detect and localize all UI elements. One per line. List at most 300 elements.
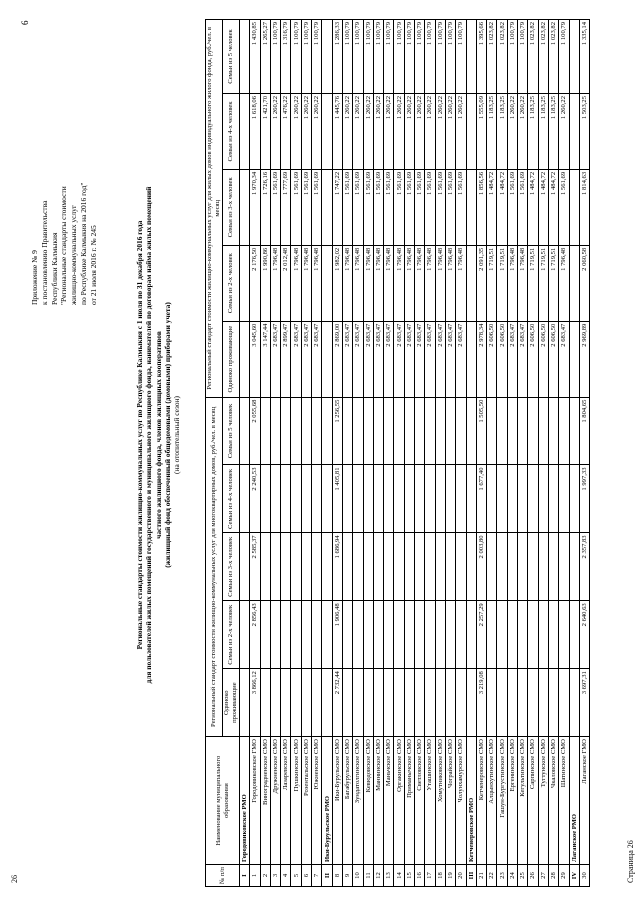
table-row [260, 20, 270, 887]
value-cell: 1 804,65 [579, 397, 589, 465]
value-cell [559, 465, 569, 533]
value-cell [569, 169, 579, 245]
municipality-name: Тугтунское СМО [538, 737, 548, 865]
row-number: 6 [301, 865, 311, 887]
value-cell [466, 93, 476, 169]
value-cell [281, 669, 291, 737]
value-cell: 2 012,48 [281, 245, 291, 321]
value-cell [487, 533, 497, 601]
value-cell: 3 219,08 [476, 669, 486, 737]
value-cell [425, 533, 435, 601]
value-cell [466, 669, 476, 737]
row-number: 28 [548, 865, 558, 887]
table-row [384, 20, 394, 887]
value-cell: 1 260,22 [363, 93, 373, 169]
value-cell [435, 533, 445, 601]
municipality-name: Городовиковское ГМО [250, 737, 260, 865]
value-cell [466, 397, 476, 465]
value-cell: 1 997,33 [579, 465, 589, 533]
row-number: 18 [435, 865, 445, 887]
value-cell: 1 100,79 [353, 20, 363, 94]
value-cell [538, 601, 548, 669]
header-col: Семьи из 4-х человек [223, 93, 240, 169]
value-cell: 1 260,22 [404, 93, 414, 169]
value-cell [415, 669, 425, 737]
value-cell: 1 561,69 [518, 169, 528, 245]
value-cell: 1 856,56 [476, 169, 486, 245]
value-cell: 2 683,47 [373, 321, 383, 397]
value-cell [528, 669, 538, 737]
value-cell [394, 669, 404, 737]
value-cell: 1 265,27 [260, 20, 270, 94]
value-cell: 1 100,79 [518, 20, 528, 94]
row-number: 15 [404, 865, 414, 887]
value-cell: 1 260,22 [456, 93, 466, 169]
value-cell [456, 397, 466, 465]
value-cell: 2 683,47 [507, 321, 517, 397]
header-group-izhs: Региональный стандарт стоимости жилищно-коммунальных услуг для жилых домов индивидуального жилого фонда, руб./чел. в месяц [206, 20, 223, 398]
value-cell [394, 465, 404, 533]
municipality-name: Кетченеровское РМО [466, 737, 476, 865]
value-cell [260, 669, 270, 737]
row-number: 26 [528, 865, 538, 887]
row-number: I [240, 865, 250, 887]
value-cell [373, 397, 383, 465]
value-cell: 1 100,79 [415, 20, 425, 94]
municipality-name: Сарпинское СМО [528, 737, 538, 865]
row-number: 10 [353, 865, 363, 887]
value-cell [425, 465, 435, 533]
document-page-label: Страница 26 [626, 840, 635, 883]
value-cell: 1 796,48 [404, 245, 414, 321]
appendix-line: от 21 июля 2016 г. № 245 [88, 225, 98, 305]
value-cell [538, 397, 548, 465]
value-cell: 1 335,14 [579, 20, 589, 94]
value-cell [507, 465, 517, 533]
municipality-name: Дружненское СМО [270, 737, 280, 865]
row-number: 1 [250, 865, 260, 887]
value-cell [569, 465, 579, 533]
value-cell: 1 445,76 [332, 93, 342, 169]
value-cell [528, 601, 538, 669]
value-cell [322, 601, 332, 669]
value-cell: 1 260,22 [435, 93, 445, 169]
row-number: 8 [332, 865, 342, 887]
value-cell: 2 003,80 [476, 533, 486, 601]
value-cell [487, 465, 497, 533]
value-cell: 2 640,63 [579, 601, 589, 669]
value-cell: 2 091,35 [476, 245, 486, 321]
value-cell: 2 683,47 [291, 321, 301, 397]
value-cell [322, 93, 332, 169]
value-cell: 1 476,22 [281, 93, 291, 169]
municipality-name: Багабурульское СМО [342, 737, 352, 865]
row-number: 13 [384, 865, 394, 887]
value-cell: 1 719,51 [487, 245, 497, 321]
value-cell [342, 533, 352, 601]
value-cell [240, 20, 250, 94]
value-cell [507, 533, 517, 601]
value-cell: 2 606,50 [538, 321, 548, 397]
value-cell: 1 796,48 [425, 245, 435, 321]
value-cell [384, 669, 394, 737]
value-cell [518, 397, 528, 465]
value-cell [270, 465, 280, 533]
table-row [332, 20, 342, 887]
value-cell [363, 397, 373, 465]
value-cell: 1 260,22 [342, 93, 352, 169]
header-col: Семьи из 4-х человек [223, 465, 240, 533]
value-cell: 3 045,60 [250, 321, 260, 397]
value-cell: 2 683,47 [353, 321, 363, 397]
value-cell [301, 601, 311, 669]
municipality-name: Хомутниковское СМО [435, 737, 445, 865]
row-number: 16 [415, 865, 425, 887]
value-cell: 2 683,47 [404, 321, 414, 397]
header-col: Семьи из 2-х человек [223, 245, 240, 321]
value-cell: 1 100,79 [507, 20, 517, 94]
value-cell: 1 260,22 [301, 93, 311, 169]
value-cell: 1 561,69 [384, 169, 394, 245]
value-cell [353, 601, 363, 669]
municipality-name: Лаганское РМО [569, 737, 579, 865]
header-col: Семьи из 3-х человек [223, 533, 240, 601]
value-cell: 2 732,44 [332, 669, 342, 737]
value-cell [312, 465, 322, 533]
value-cell [569, 601, 579, 669]
value-cell [445, 669, 455, 737]
municipality-name: Маньчское СМО [384, 737, 394, 865]
row-number: IV [569, 865, 579, 887]
value-cell [322, 669, 332, 737]
row-number: 4 [281, 865, 291, 887]
value-cell [312, 669, 322, 737]
value-cell: 1 555,09 [476, 93, 486, 169]
value-cell [363, 465, 373, 533]
value-cell: 1 260,22 [518, 93, 528, 169]
municipality-name: Кевюдовское СМО [363, 737, 373, 865]
value-cell: 1 260,22 [507, 93, 517, 169]
value-cell [404, 397, 414, 465]
value-cell: 1 484,72 [538, 169, 548, 245]
appendix-line: по Республике Калмыкия на 2016 год" [78, 182, 88, 305]
municipality-name: Шатинское СМО [559, 737, 569, 865]
header-num: № п/п [206, 865, 240, 887]
value-cell [559, 533, 569, 601]
municipality-name: Светловское СМО [415, 737, 425, 865]
value-cell [456, 465, 466, 533]
value-cell: 1 970,34 [250, 169, 260, 245]
value-cell [363, 669, 373, 737]
value-cell [240, 321, 250, 397]
value-cell: 1 686,94 [332, 533, 342, 601]
table-row [373, 20, 383, 887]
value-cell: 3 866,12 [250, 669, 260, 737]
value-cell: 1 260,22 [415, 93, 425, 169]
value-cell [301, 465, 311, 533]
value-cell: 1 561,69 [507, 169, 517, 245]
header-name: Наименование муниципального образования [206, 737, 240, 865]
value-cell: 1 100,79 [394, 20, 404, 94]
value-cell: 1 183,25 [528, 93, 538, 169]
value-cell: 1 796,48 [270, 245, 280, 321]
value-cell [353, 669, 363, 737]
value-cell: 2 060,58 [579, 245, 589, 321]
municipality-name: Лазаревское СМО [281, 737, 291, 865]
value-cell: 2 683,47 [518, 321, 528, 397]
value-cell: 1 260,22 [445, 93, 455, 169]
value-cell [240, 465, 250, 533]
value-cell [281, 601, 291, 669]
value-cell: 1 561,69 [445, 169, 455, 245]
standards-table [205, 19, 590, 887]
row-number: III [466, 865, 476, 887]
value-cell [507, 669, 517, 737]
value-cell: 1 561,69 [415, 169, 425, 245]
value-cell: 1 561,69 [301, 169, 311, 245]
value-cell: 2 606,50 [487, 321, 497, 397]
value-cell: 1 561,69 [312, 169, 322, 245]
value-cell [456, 669, 466, 737]
value-cell: 1 395,66 [476, 20, 486, 94]
value-cell: 1 796,48 [394, 245, 404, 321]
value-cell [466, 245, 476, 321]
value-cell [497, 601, 507, 669]
row-number: 9 [342, 865, 352, 887]
municipality-name: Виноградненское СМО [260, 737, 270, 865]
header-col: Семьи из 3-х человек [223, 169, 240, 245]
value-cell [507, 397, 517, 465]
value-cell [538, 669, 548, 737]
value-cell [497, 465, 507, 533]
table-row [404, 20, 414, 887]
value-cell: 1 260,22 [353, 93, 363, 169]
value-cell [559, 601, 569, 669]
section-row [240, 20, 250, 887]
municipality-name: Оргакинское СМО [394, 737, 404, 865]
title-line: для пользователей жилых помещений государственного и муниципального жилищного фонда, нанимателей по договорам найма жилых помещений [144, 186, 154, 684]
value-cell: 2 869,00 [332, 321, 342, 397]
section-row [466, 20, 476, 887]
value-cell [260, 397, 270, 465]
header-col: Одиноко проживающие [223, 321, 240, 397]
row-number: 20 [456, 865, 466, 887]
value-cell: 1 796,48 [456, 245, 466, 321]
value-cell [373, 465, 383, 533]
table-row [518, 20, 528, 887]
value-cell: 3 697,31 [579, 669, 589, 737]
value-cell: 2 357,83 [579, 533, 589, 601]
value-cell: 1 183,25 [487, 93, 497, 169]
value-cell [445, 465, 455, 533]
value-cell: 2 856,43 [250, 601, 260, 669]
appendix-line: Республики Калмыкия [49, 232, 59, 305]
value-cell: 1 796,48 [353, 245, 363, 321]
value-cell [322, 321, 332, 397]
municipality-name: Уташинское СМО [425, 737, 435, 865]
value-cell [456, 533, 466, 601]
value-cell: 1 505,50 [476, 397, 486, 465]
value-cell: 1 796,48 [559, 245, 569, 321]
value-cell: 1 796,48 [373, 245, 383, 321]
value-cell [456, 601, 466, 669]
value-cell: 1 906,48 [332, 601, 342, 669]
table-row [487, 20, 497, 887]
value-cell [384, 465, 394, 533]
row-number: 25 [518, 865, 528, 887]
value-cell: 1 719,51 [528, 245, 538, 321]
value-cell: 1 561,69 [270, 169, 280, 245]
value-cell: 1 561,69 [435, 169, 445, 245]
value-cell: 1 100,79 [291, 20, 301, 94]
value-cell [384, 601, 394, 669]
value-cell: 2 683,47 [394, 321, 404, 397]
appendix-line: к постановлению Правительства [39, 200, 49, 305]
municipality-name: Ики-Бурульское РМО [322, 737, 332, 865]
table-body [240, 20, 590, 887]
value-cell: 2 683,47 [456, 321, 466, 397]
value-cell [559, 397, 569, 465]
row-number: 11 [363, 865, 373, 887]
value-cell [466, 465, 476, 533]
value-cell: 1 561,69 [291, 169, 301, 245]
value-cell: 1 100,79 [312, 20, 322, 94]
value-cell: 1 561,69 [394, 169, 404, 245]
header-col: Одиноко проживающие [223, 669, 240, 737]
value-cell: 1 484,72 [548, 169, 558, 245]
value-cell [548, 601, 558, 669]
value-cell [404, 601, 414, 669]
value-cell [548, 533, 558, 601]
municipality-name: Чограйское СМО [445, 737, 455, 865]
table-row [507, 20, 517, 887]
value-cell [487, 397, 497, 465]
value-cell [240, 601, 250, 669]
value-cell: 1 677,40 [476, 465, 486, 533]
value-cell: 1 260,22 [373, 93, 383, 169]
value-cell [322, 465, 332, 533]
row-number: 3 [270, 865, 280, 887]
row-number: 14 [394, 865, 404, 887]
value-cell [240, 669, 250, 737]
value-cell: 1 777,69 [281, 169, 291, 245]
value-cell: 1 796,48 [507, 245, 517, 321]
value-cell: 2 683,47 [270, 321, 280, 397]
value-cell: 1 503,25 [579, 93, 589, 169]
row-number: 17 [425, 865, 435, 887]
document-title [135, 75, 181, 795]
value-cell: 1 260,22 [394, 93, 404, 169]
municipality-name: Приманычское СМО [404, 737, 414, 865]
table-row [291, 20, 301, 887]
value-cell [240, 245, 250, 321]
value-cell: 1 719,51 [538, 245, 548, 321]
municipality-name: Ергенинское СМО [507, 737, 517, 865]
value-cell [466, 321, 476, 397]
value-cell [270, 397, 280, 465]
appendix-header [30, 65, 99, 305]
value-cell [281, 397, 291, 465]
value-cell: 1 561,69 [353, 169, 363, 245]
value-cell: 1 100,79 [373, 20, 383, 94]
value-cell: 1 100,79 [404, 20, 414, 94]
value-cell [425, 601, 435, 669]
row-number: 23 [497, 865, 507, 887]
value-cell [291, 601, 301, 669]
appendix-line: "Региональные стандарты стоимости [59, 186, 69, 305]
value-cell [538, 533, 548, 601]
table-row [456, 20, 466, 887]
value-cell: 1 561,69 [373, 169, 383, 245]
value-cell: 1 796,48 [384, 245, 394, 321]
value-cell: 2 257,29 [476, 601, 486, 669]
header-col: Семьи из 5 человек [223, 20, 240, 94]
value-cell: 1 023,82 [497, 20, 507, 94]
value-cell: 2 683,47 [301, 321, 311, 397]
value-cell [487, 601, 497, 669]
value-cell [322, 397, 332, 465]
value-cell [445, 601, 455, 669]
value-cell [497, 397, 507, 465]
value-cell [322, 533, 332, 601]
value-cell: 1 100,79 [445, 20, 455, 94]
value-cell: 1 561,69 [425, 169, 435, 245]
municipality-name: Кегультинское СМО [518, 737, 528, 865]
value-cell: 1 316,79 [281, 20, 291, 94]
value-cell: 1 796,48 [291, 245, 301, 321]
value-cell: 1 796,48 [415, 245, 425, 321]
table-row [435, 20, 445, 887]
table-row [548, 20, 558, 887]
municipality-name: Городовиковское РМО [240, 737, 250, 865]
municipality-name: Чкаловское СМО [548, 737, 558, 865]
value-cell: 1 260,22 [291, 93, 301, 169]
title-line: Региональные стандарты стоимости жилищно-коммунальных услуг по Республике Калмыкия с 1 июля по 31 декабря 2016 года [135, 220, 144, 650]
value-cell [466, 601, 476, 669]
value-cell: 2 683,47 [384, 321, 394, 397]
row-number: 22 [487, 865, 497, 887]
row-number: 19 [445, 865, 455, 887]
value-cell [260, 533, 270, 601]
value-cell [312, 397, 322, 465]
value-cell: 1 260,22 [384, 93, 394, 169]
value-cell [466, 533, 476, 601]
value-cell: 1 100,79 [384, 20, 394, 94]
value-cell: 1 747,22 [332, 169, 342, 245]
value-cell [548, 397, 558, 465]
value-cell [404, 533, 414, 601]
value-cell [435, 465, 445, 533]
value-cell [281, 533, 291, 601]
title-line: (жилищный фонд обеспеченный общедомовыми (домовыми) приборами учета) [162, 302, 172, 568]
value-cell: 1 561,69 [404, 169, 414, 245]
value-cell [435, 601, 445, 669]
value-cell [363, 533, 373, 601]
value-cell: 1 100,79 [559, 20, 569, 94]
value-cell [559, 669, 569, 737]
value-cell [415, 601, 425, 669]
value-cell: 2 978,34 [476, 321, 486, 397]
title-line: частного жилищного фонда, членов жилищных кооперативов [153, 331, 163, 539]
value-cell [518, 533, 528, 601]
value-cell: 1 100,79 [270, 20, 280, 94]
value-cell [301, 533, 311, 601]
row-number: 5 [291, 865, 301, 887]
value-cell [518, 669, 528, 737]
header-col: Семьи из 5 человек [223, 397, 240, 465]
value-cell: 2 683,47 [363, 321, 373, 397]
value-cell [342, 601, 352, 669]
